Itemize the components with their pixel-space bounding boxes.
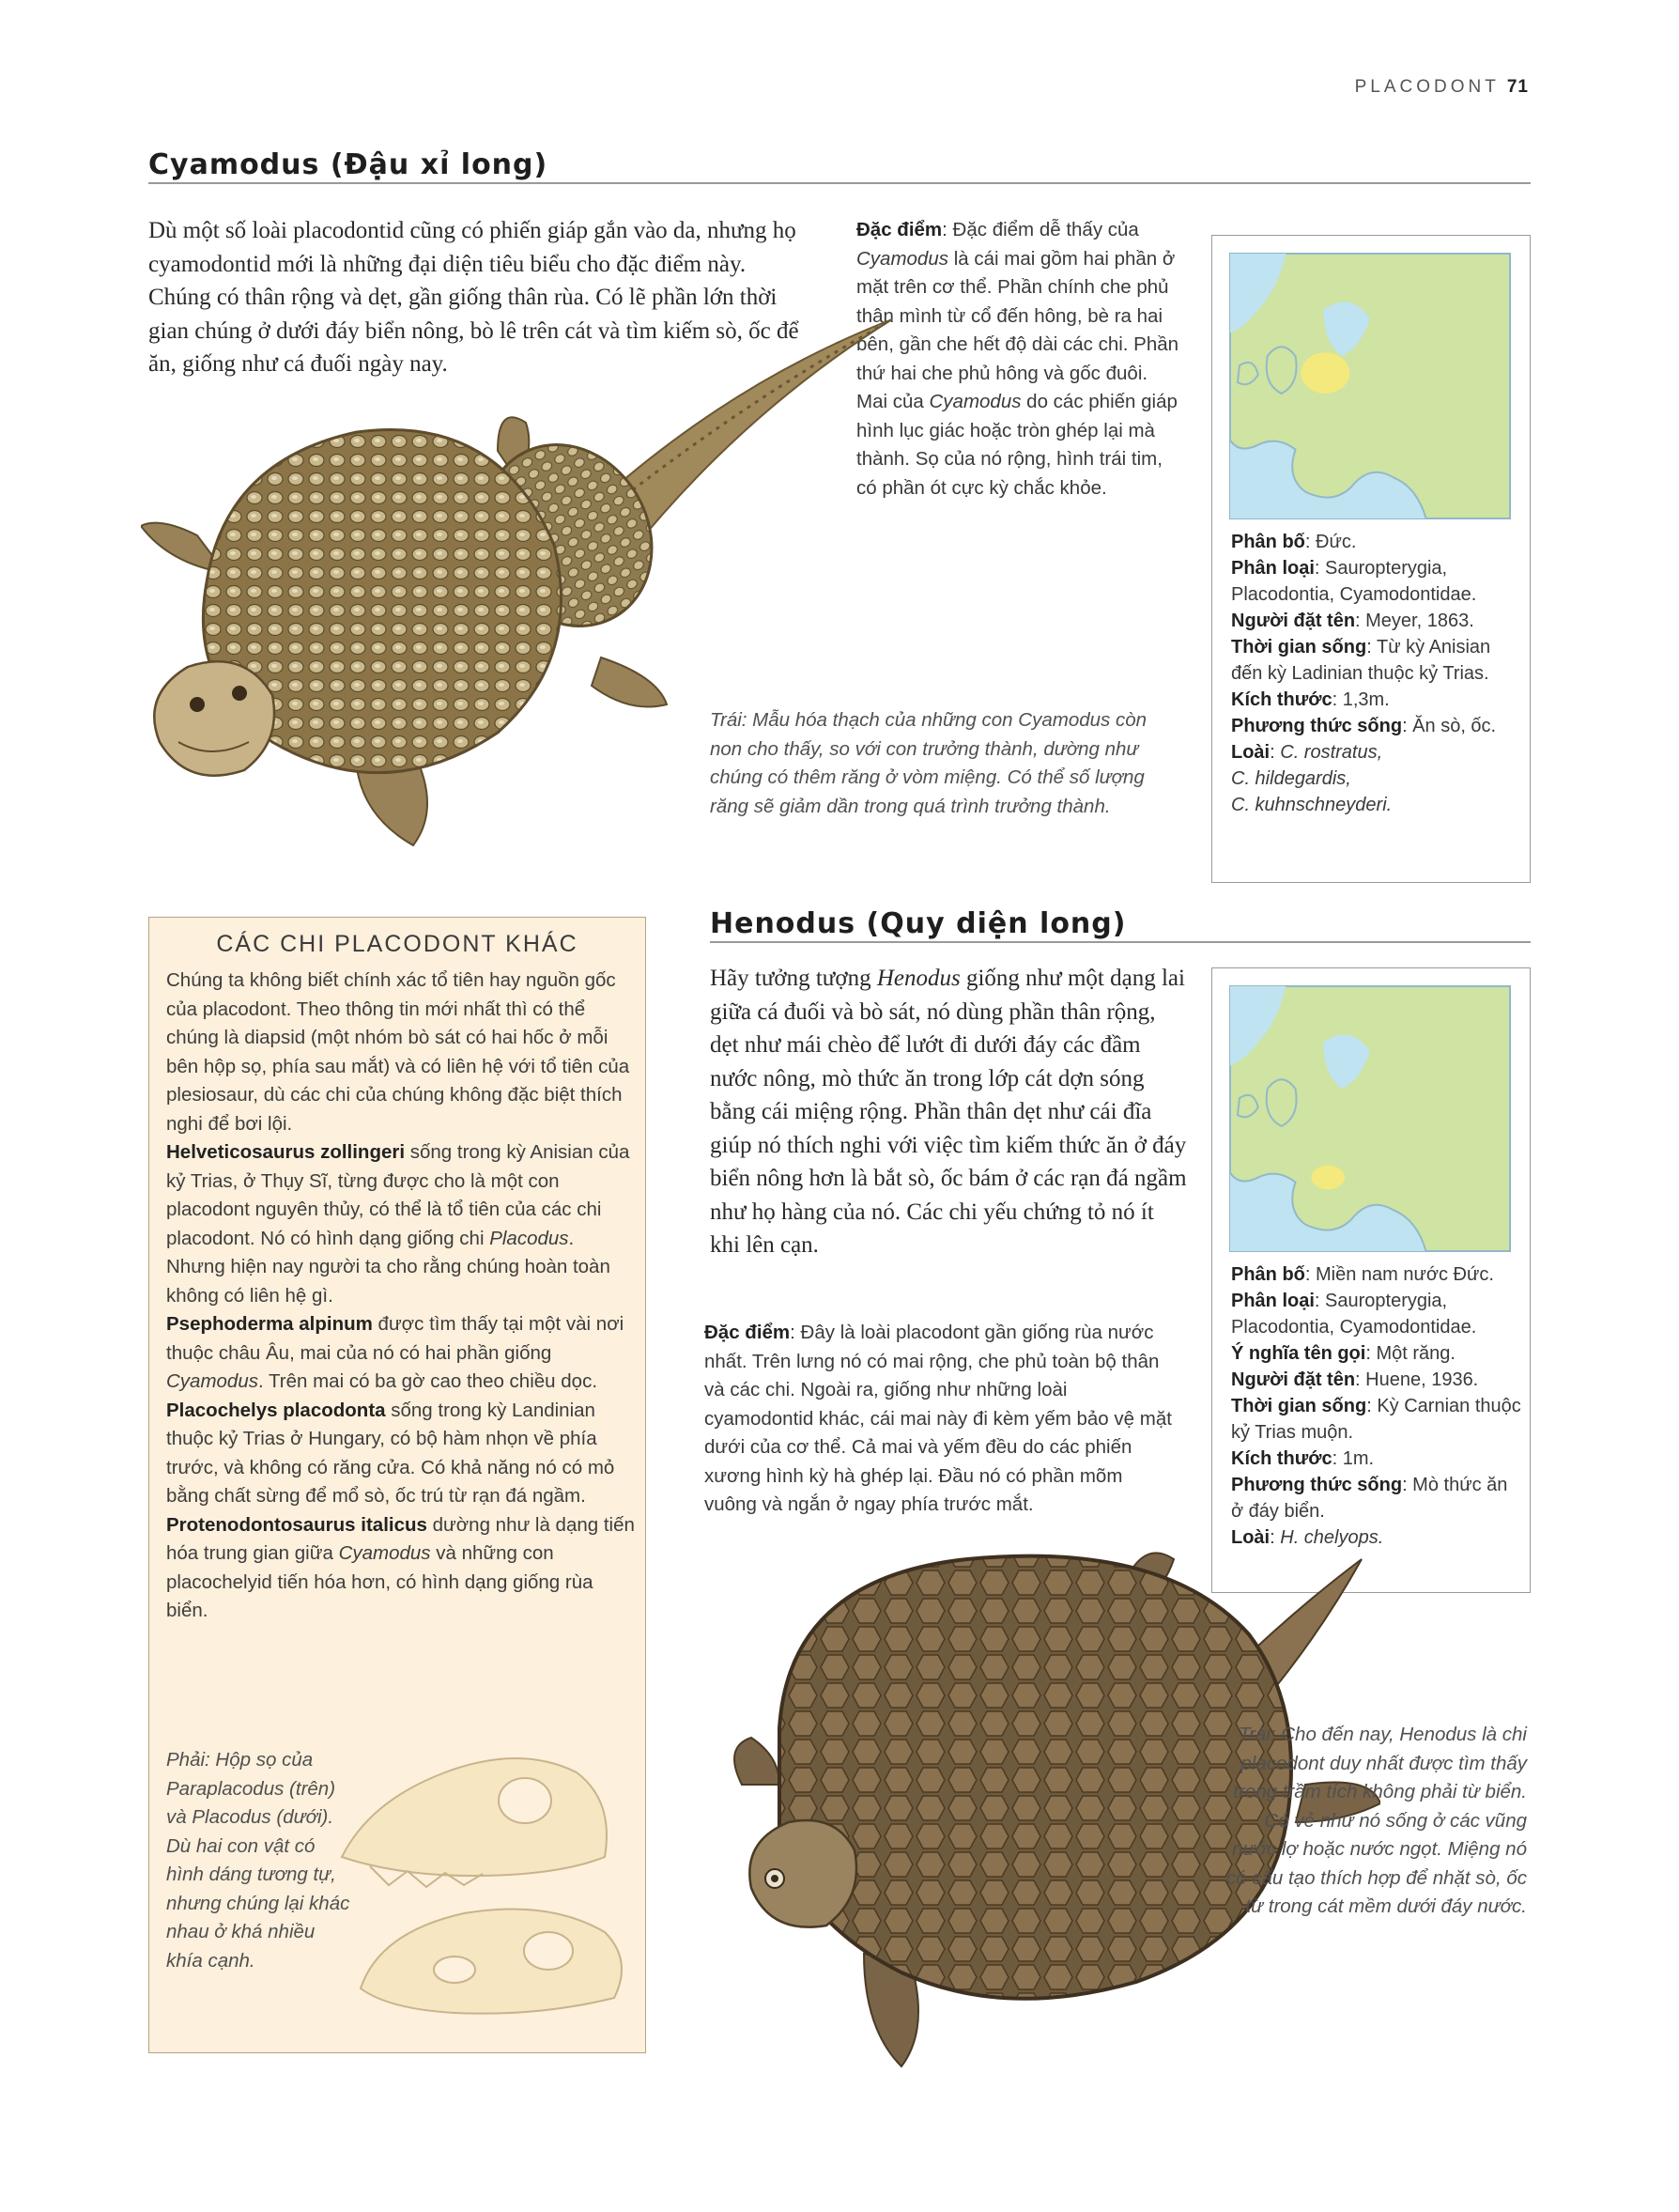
page-number: 71: [1506, 77, 1529, 97]
cyamodus-features-label: Đặc điểm: [856, 219, 943, 240]
fact-distribution: Phân bố: Miền nam nước Đức.: [1231, 1264, 1494, 1285]
sidebar-intro: Chúng ta không biết chính xác tổ tiên hay nguồn gốc của placodont. Theo thông tin mới nhất thì có thể chúng là diapsid (một nhóm bò sát có hai hốc ở mỗi bên hộp sọ, phía sau mắt) và có liên hệ với tổ tiên của plesiosaur, dù các chi của chúng không đặc biệt thích nghi để bơi lội.: [166, 969, 630, 1135]
fact-time: Thời gian sống: Kỳ Carnian thuộc kỷ Trias muộn.: [1231, 1396, 1521, 1443]
running-head: [1355, 77, 1529, 98]
henodus-facts: [1231, 1261, 1522, 1551]
henodus-distribution-map: [1229, 985, 1511, 1252]
skull-illustrations: [332, 1735, 642, 2045]
henodus-features-text: : Đây là loài placodont gần giống rùa nước nhất. Trên lưng nó có mai rộng, che phủ toàn bộ thân và các chi. Ngoài ra, giống như những loài cyamodontid khác, cái mai này đi kèm yếm bảo vệ mặt dưới của cơ thể. Cả mai và yếm đều do các phiến xương hình kỳ hà ghép lại. Đầu nó có phần mõm vuông và ngắn ở ngay phía trước mắt.: [704, 1322, 1172, 1515]
other-placodonts-sidebar: [148, 917, 646, 2053]
cyamodus-facts: [1231, 529, 1522, 818]
fact-species: Loài: H. chelyops.: [1231, 1527, 1384, 1548]
henodus-title: Henodus (Quy diện long): [710, 907, 1531, 943]
fact-lifestyle: Phương thức sống: Ăn sò, ốc.: [1231, 716, 1497, 736]
fact-distribution: Phân bố: Đức.: [1231, 532, 1357, 552]
fact-namer: Người đặt tên: Huene, 1936.: [1231, 1369, 1479, 1390]
fact-classification: Phân loại: Sauropterygia, Placodontia, Cyamodontidae.: [1231, 558, 1477, 605]
sidebar-title: CÁC CHI PLACODONT KHÁC: [216, 931, 578, 957]
cyamodus-features-genus-2: Cyamodus: [929, 391, 1022, 412]
fact-size: Kích thước: 1m.: [1231, 1448, 1375, 1469]
henodus-intro: Hãy tưởng tượng Henodus giống như một dạng lai giữa cá đuối và bò sát, nó dùng phần thân rộng, dẹt như mái chèo để lướt đi dưới đáy các đầm nước nông, mò thức ăn trong lớp cát dợn sóng bằng cái miệng rộng. Phần thân dẹt như cái đĩa giúp nó thích nghi với việc tìm kiếm thức ăn ở đáy biển nông hơn là bắt sò, ốc bám ở các rạn đá ngầm như họ hàng của nó. Các chi yếu chứng tỏ nó ít khi lên cạn.: [710, 966, 1187, 1258]
henodus-factbox: [1211, 967, 1531, 1593]
sidebar-genus-3: Placochelys placodonta sống trong kỳ Landinian thuộc kỷ Trias ở Hungary, có bộ hàm nhọn về phía trước, và không có răng cửa. Có khả năng nó có mỏ bằng chất sừng để mổ sò, ốc trú từ rạn đá ngầm.: [166, 1399, 615, 1507]
sidebar-body: [166, 967, 636, 1626]
fact-species: Loài: C. rostratus, C. hildegardis, C. kuhnschneyderi.: [1231, 742, 1393, 815]
cyamodus-distribution-map: [1229, 253, 1511, 519]
cyamodus-intro: Dù một số loài placodontid cũng có phiến giáp gắn vào da, nhưng họ cyamodontid mới là những đại diện tiêu biểu cho đặc điểm này. Chúng có thân rộng và dẹt, gần giống thân rùa. Có lẽ phần lớn thời gian chúng ở dưới đáy biển nông, bò lê trên cát và tìm kiếm sò, ốc để ăn, giống như cá đuối ngày nay.: [148, 218, 799, 377]
sidebar-caption: Phải: Hộp sọ của Paraplacodus (trên) và Placodus (dưới). Dù hai con vật có hình dáng tương tự, nhưng chúng lại khác nhau ở khá nhiều khía cạnh.: [166, 1749, 350, 1972]
cyamodus-features-genus: Cyamodus: [856, 247, 948, 270]
sidebar-genus-1: Helveticosaurus zollingeri sống trong kỳ Anisian của kỷ Trias, ở Thụy Sĩ, từng được cho là một con placodont nguyên thủy, có thể là tổ tiên của các chi placodont. Nó có hình dạng giống chi Placodus. Nhưng hiện nay người ta cho rằng chúng hoàn toàn không có liên hệ gì.: [166, 1141, 630, 1307]
henodus-features: [704, 1319, 1174, 1520]
henodus-features-label: Đặc điểm: [704, 1322, 791, 1343]
sidebar-genus-2: Psephoderma alpinum được tìm thấy tại một vài nơi thuộc châu Âu, mai của nó có hai phần giống Cyamodus. Trên mai có ba gờ cao theo chiều dọc.: [166, 1313, 624, 1392]
fact-classification: Phân loại: Sauropterygia, Placodontia, Cyamodontidae.: [1231, 1291, 1477, 1338]
cyamodus-factbox: [1211, 235, 1531, 883]
henodus-caption: Trái: Cho đến nay, Henodus là chi placodont duy nhất được tìm thấy trong trầm tích không phải từ biển. Có vẻ như nó sống ở các vũng nước lợ hoặc nước ngọt. Miệng nó có cấu tạo thích hợp để nhặt sò, ốc từ trong cát mềm dưới đáy nước.: [1225, 1724, 1527, 1917]
cyamodus-features-text-2: là cái mai gồm hai phần ở mặt trên cơ thể. Phần chính che phủ thân mình từ cổ đến hông, bè ra hai bên, gần che hết độ dài các chi. Phần thứ hai che phủ hông và gốc đuôi. Mai của: [856, 247, 1179, 412]
fact-lifestyle: Phương thức sống: Mò thức ăn ở đáy biển.: [1231, 1475, 1508, 1522]
cyamodus-caption: Trái: Mẫu hóa thạch của những con Cyamodus còn non cho thấy, so với con trưởng thành, dường như chúng có thêm răng ở vòm miệng. Có thể số lượng răng sẽ giảm dần trong quá trình trưởng thành.: [710, 709, 1148, 817]
cyamodus-title: Cyamodus (Đậu xỉ long): [148, 148, 1531, 184]
cyamodus-features-text-3: do các phiến giáp hình lục giác hoặc tròn ghép lại mà thành. Sọ của nó rộng, hình trái tim, có phần ót cực kỳ chắc khỏe.: [856, 391, 1178, 499]
fact-namer: Người đặt tên: Meyer, 1863.: [1231, 611, 1474, 631]
sidebar-genus-4: Protenodontosaurus italicus dường như là dạng tiến hóa trung gian giữa Cyamodus và những con placochelyid tiến hóa hơn, có hình dạng giống rùa biển.: [166, 1513, 635, 1621]
fact-time: Thời gian sống: Từ kỳ Anisian đến kỳ Ladinian thuộc kỷ Trias.: [1231, 637, 1491, 684]
fact-size: Kích thước: 1,3m.: [1231, 689, 1390, 710]
fact-name-meaning: Ý nghĩa tên gọi: Một răng.: [1231, 1343, 1456, 1364]
running-head-section: PLACODONT: [1354, 77, 1500, 97]
cyamodus-features-text-1: : Đặc điểm dễ thấy của: [942, 219, 1139, 240]
